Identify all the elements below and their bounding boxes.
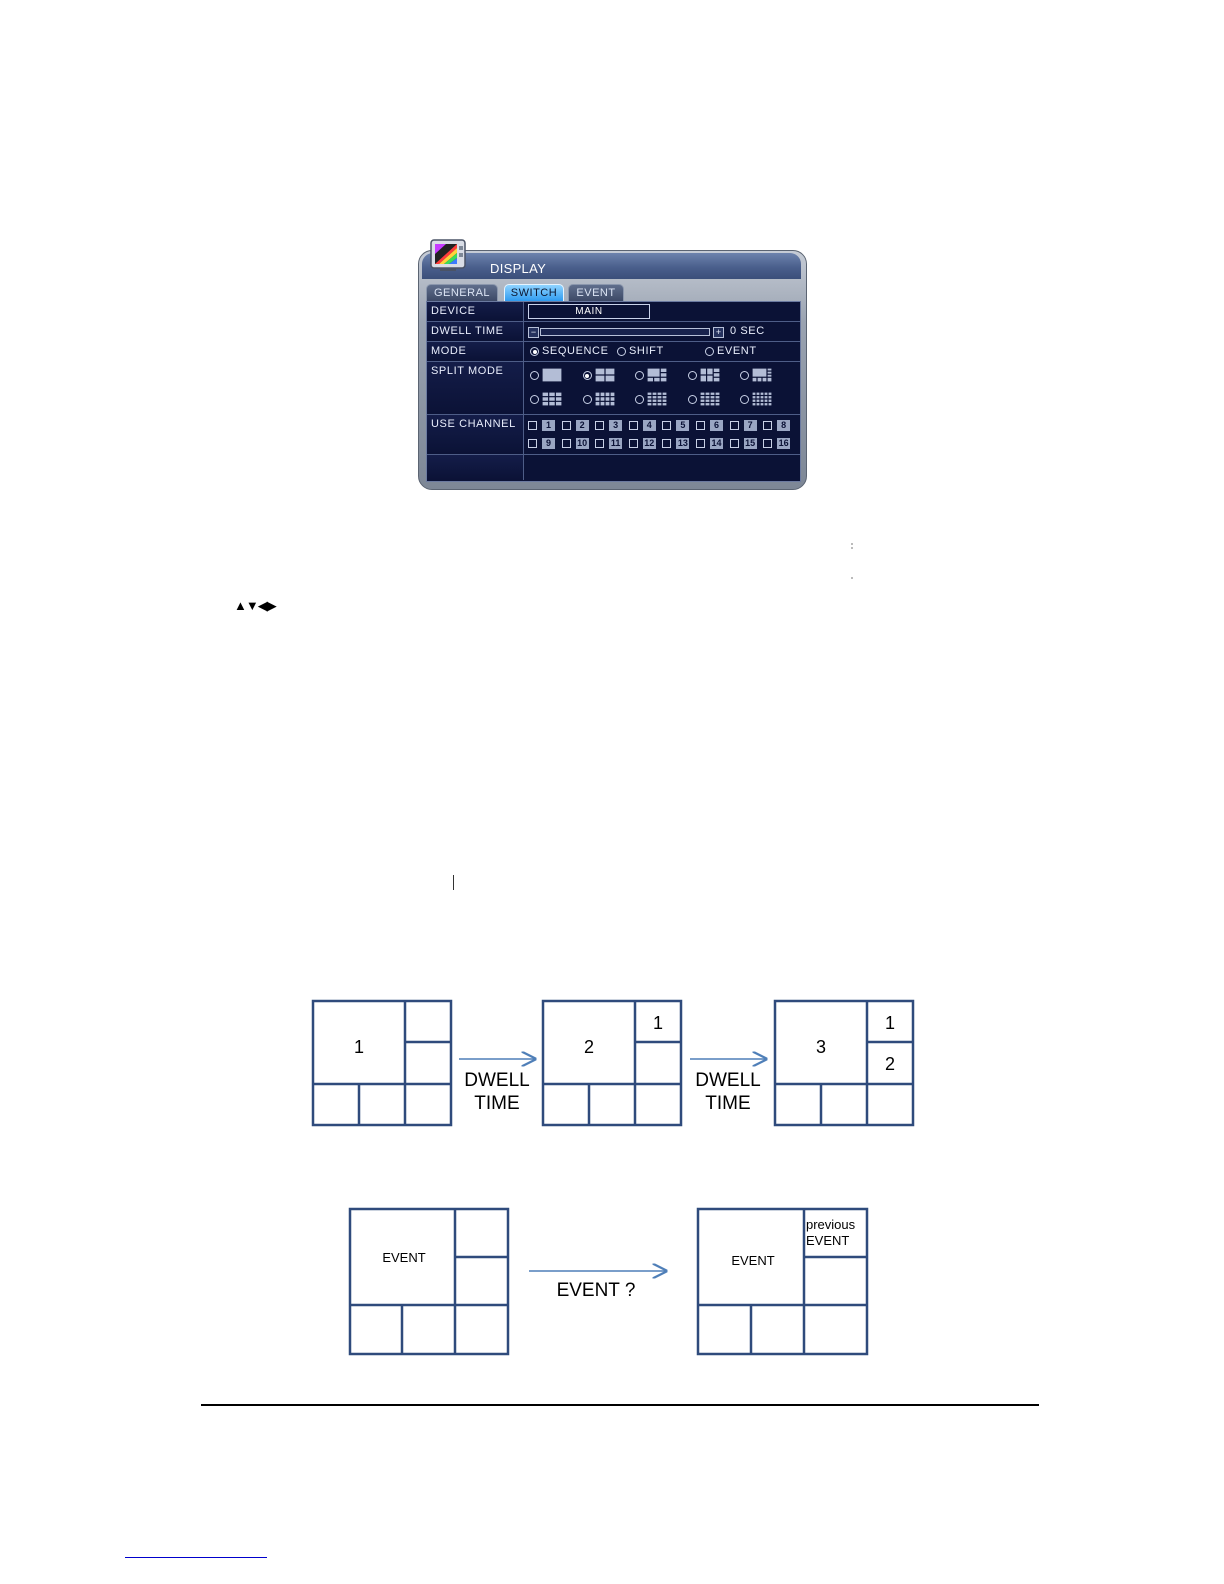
split-mode-label: SPLIT MODE [431,365,504,377]
tab-event[interactable]: EVENT [568,284,624,301]
footer-link-underline [125,1557,267,1558]
device-label: DEVICE [431,305,476,317]
shift-screen-2-side-top-label: 1 [652,1013,664,1033]
shift-screen-1 [313,1001,451,1125]
channel-number-4: 4 [643,420,656,431]
panel-title: DISPLAY [490,261,547,276]
channel-number-14: 14 [711,438,722,448]
device-select[interactable]: MAIN [528,304,650,319]
channel-number-6: 6 [710,420,723,431]
shift-screen-2-main-label: 2 [583,1037,595,1057]
dwell-label-1-line1: DWELL [464,1070,530,1091]
dwell-label-1-line2: TIME [474,1093,520,1114]
channel-number-5: 5 [676,420,689,431]
channel-number-2: 2 [576,420,589,431]
mode-shift-label: SHIFT [629,345,664,357]
mode-label: MODE [431,345,467,357]
shift-screen-3-side-top-label: 1 [884,1013,896,1033]
use-channel-label: USE CHANNEL [431,418,516,430]
dwell-label-2-line1: DWELL [695,1070,761,1091]
mode-sequence-label: SEQUENCE [542,345,609,357]
previous-event-label-line1: previous [806,1217,856,1232]
dwell-label-2-line2: TIME [705,1093,751,1114]
event-right-main-label: EVENT [731,1253,775,1268]
event-screen-left [350,1209,508,1354]
dwell-increase-button[interactable]: + [713,327,724,338]
direction-arrows-icon: ▲▼◀▶ [234,598,276,613]
tab-general[interactable]: GENERAL [426,284,498,301]
event-left-main-label: EVENT [382,1250,426,1265]
shift-screen-3-side-mid-label: 2 [884,1054,896,1074]
footer-divider [201,1404,1039,1406]
channel-number-12: 12 [644,438,655,448]
channel-number-8: 8 [777,420,790,431]
event-arrow-label: EVENT ? [556,1280,636,1301]
dwell-decrease-button[interactable]: − [528,327,539,338]
previous-event-label-line2: EVENT [806,1233,850,1248]
channel-number-7: 7 [744,420,757,431]
channel-number-15: 15 [745,438,756,448]
mode-event-label: EVENT [717,345,757,357]
channel-number-10: 10 [577,438,588,448]
tab-switch[interactable]: SWITCH [504,284,564,301]
dwell-time-value: 0 SEC [730,325,765,337]
channel-number-13: 13 [677,438,688,448]
channel-number-11: 11 [610,438,621,448]
channel-number-1: 1 [542,420,555,431]
shift-screen-1-main-label: 1 [353,1037,365,1057]
channel-number-16: 16 [778,438,789,448]
dwell-time-label: DWELL TIME [431,325,504,337]
channel-number-9: 9 [542,438,555,449]
channel-number-3: 3 [609,420,622,431]
shift-screen-3-main-label: 3 [815,1037,827,1057]
